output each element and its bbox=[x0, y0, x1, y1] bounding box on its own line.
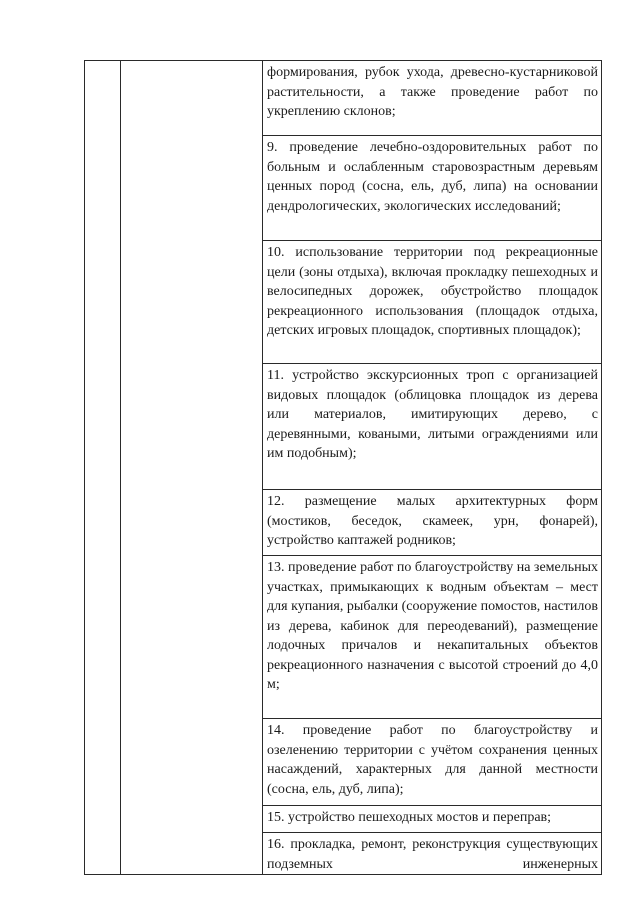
paragraph-item-13: 13. проведение работ по благоустройству на земельных участках, примыкающих к водным объектам – мест для купания, рыбалки (сооружение помостов, настилов из дерева, кабинок для переодеваний), размещение лодочных причалов и некапитальных объектов рекреационного назначения с высотой строений до 4,0 м; bbox=[267, 560, 599, 692]
item-number: 14. bbox=[267, 723, 285, 738]
text-cell-item-10 bbox=[263, 241, 602, 364]
text-cell-item-14 bbox=[263, 719, 602, 806]
text-cell-item-13 bbox=[263, 556, 602, 719]
paragraph-item-10: 10. использование территории под рекреационные цели (зоны отдыха), включая прокладку пешеходных и велосипедных дорожек, обустройство площадок рекреационного использования (площадок отдыха, детских игровых площадок, спортивных площадок); bbox=[267, 245, 599, 338]
text-cell-item-12 bbox=[263, 490, 602, 556]
column-2-cell bbox=[121, 61, 263, 875]
document-table bbox=[84, 60, 602, 875]
paragraph-continuation: формирования, рубок ухода, древесно-кустарниковой растительности, а также проведение работ по укреплению склонов; bbox=[267, 65, 598, 119]
paragraph-item-9: 9. проведение лечебно-оздоровительных работ по больным и ослабленным старовозрастным деревьям ценных пород (сосна, ель, дуб, липа) на основании дендрологических, экологических исследований; bbox=[267, 140, 598, 214]
text-cell-item-9 bbox=[263, 136, 602, 241]
paragraph-item-14: 14. проведение работ по благоустройству и озеленению территории с учётом сохранения ценных насаждений, характерных для данной местности (сосна, ель, дуб, липа); bbox=[267, 723, 599, 797]
item-number: 12. bbox=[267, 494, 285, 509]
paragraph-item-11: 11. устройство экскурсионных троп с организацией видовых площадок (облицовка площадок из дерева или материалов, имитирующих дерево, с деревянными, коваными, литыми ограждениями или им подобным); bbox=[267, 368, 599, 461]
paragraph-item-16: 16. прокладка, ремонт, реконструкция существующих подземных инженерных bbox=[267, 837, 598, 872]
paragraph-item-15: 15. устройство пешеходных мостов и переправ; bbox=[267, 810, 552, 825]
text-cell-item-15 bbox=[263, 806, 602, 833]
paragraph-item-12: 12. размещение малых архитектурных форм (мостиков, беседок, скамеек, урн, фонарей), устройство каптажей родников; bbox=[267, 494, 598, 548]
item-number: 10. bbox=[267, 245, 285, 260]
text-cell-continuation bbox=[263, 61, 602, 136]
text-cell-item-11 bbox=[263, 364, 602, 490]
item-number: 15. bbox=[267, 810, 285, 825]
table-row-main bbox=[85, 61, 602, 136]
item-number: 11. bbox=[267, 368, 284, 383]
item-number: 9. bbox=[267, 140, 278, 155]
text-cell-item-16 bbox=[263, 833, 602, 875]
item-number: 16. bbox=[267, 837, 285, 852]
column-1-cell bbox=[85, 61, 121, 875]
item-number: 13. bbox=[267, 560, 285, 575]
